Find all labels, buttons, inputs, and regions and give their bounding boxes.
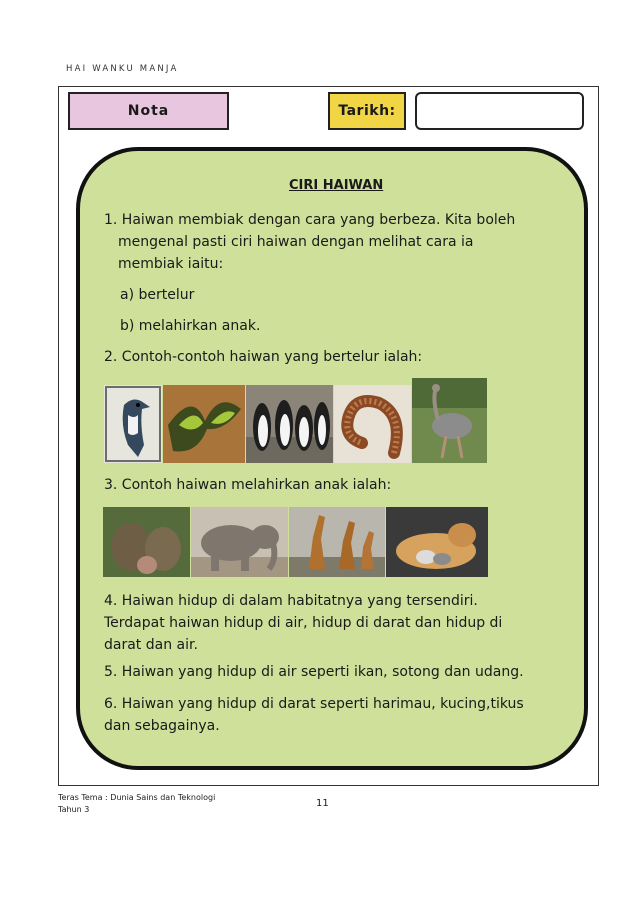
point-6-line-2: dan sebagainya. — [104, 718, 220, 734]
tarikh-box — [328, 92, 406, 130]
point-1-line-3: membiak iaitu: — [118, 256, 224, 272]
point-5: 5. Haiwan yang hidup di air seperti ikan, sotong dan udang. — [104, 664, 524, 680]
point-3: 3. Contoh haiwan melahirkan anak ialah: — [104, 477, 392, 493]
running-header: HAI WANKU MANJA — [66, 64, 179, 74]
ostrich-photo — [412, 378, 487, 463]
footer-info — [58, 792, 215, 816]
giraffes-photo — [289, 507, 385, 577]
footer-theme: Teras Tema : Dunia Sains dan Teknologi — [58, 793, 216, 802]
baboons-photo — [103, 507, 190, 577]
penguins-photo — [246, 385, 333, 463]
millipede-photo — [334, 385, 411, 463]
item-a: a) bertelur — [120, 287, 195, 303]
date-field[interactable] — [415, 92, 584, 130]
dog-with-kittens-photo — [386, 507, 488, 577]
footer-year: Tahun 3 — [58, 805, 90, 814]
point-2: 2. Contoh-contoh haiwan yang bertelur ialah: — [104, 349, 423, 365]
point-1-line-2: mengenal pasti ciri haiwan dengan melihat cara ia — [118, 234, 474, 250]
point-1-line-1: 1. Haiwan membiak dengan cara yang berbeza. Kita boleh — [104, 212, 516, 228]
page-number: 11 — [316, 798, 329, 809]
tarikh-label: Tarikh: — [338, 103, 396, 119]
point-4-line-1: 4. Haiwan hidup di dalam habitatnya yang tersendiri. — [104, 593, 478, 609]
nota-box — [68, 92, 229, 130]
point-6-line-1: 6. Haiwan yang hidup di darat seperti harimau, kucing,tikus — [104, 696, 524, 712]
elephant-photo — [191, 507, 288, 577]
item-b: b) melahirkan anak. — [120, 318, 261, 334]
point-4-line-3: darat dan air. — [104, 637, 198, 653]
butterfly-photo — [163, 385, 245, 463]
point-4-line-2: Terdapat haiwan hidup di air, hidup di darat dan hidup di — [104, 615, 503, 631]
note-title: CIRI HAIWAN — [289, 178, 384, 193]
kingfisher-photo — [104, 385, 162, 463]
nota-label: Nota — [127, 103, 170, 119]
